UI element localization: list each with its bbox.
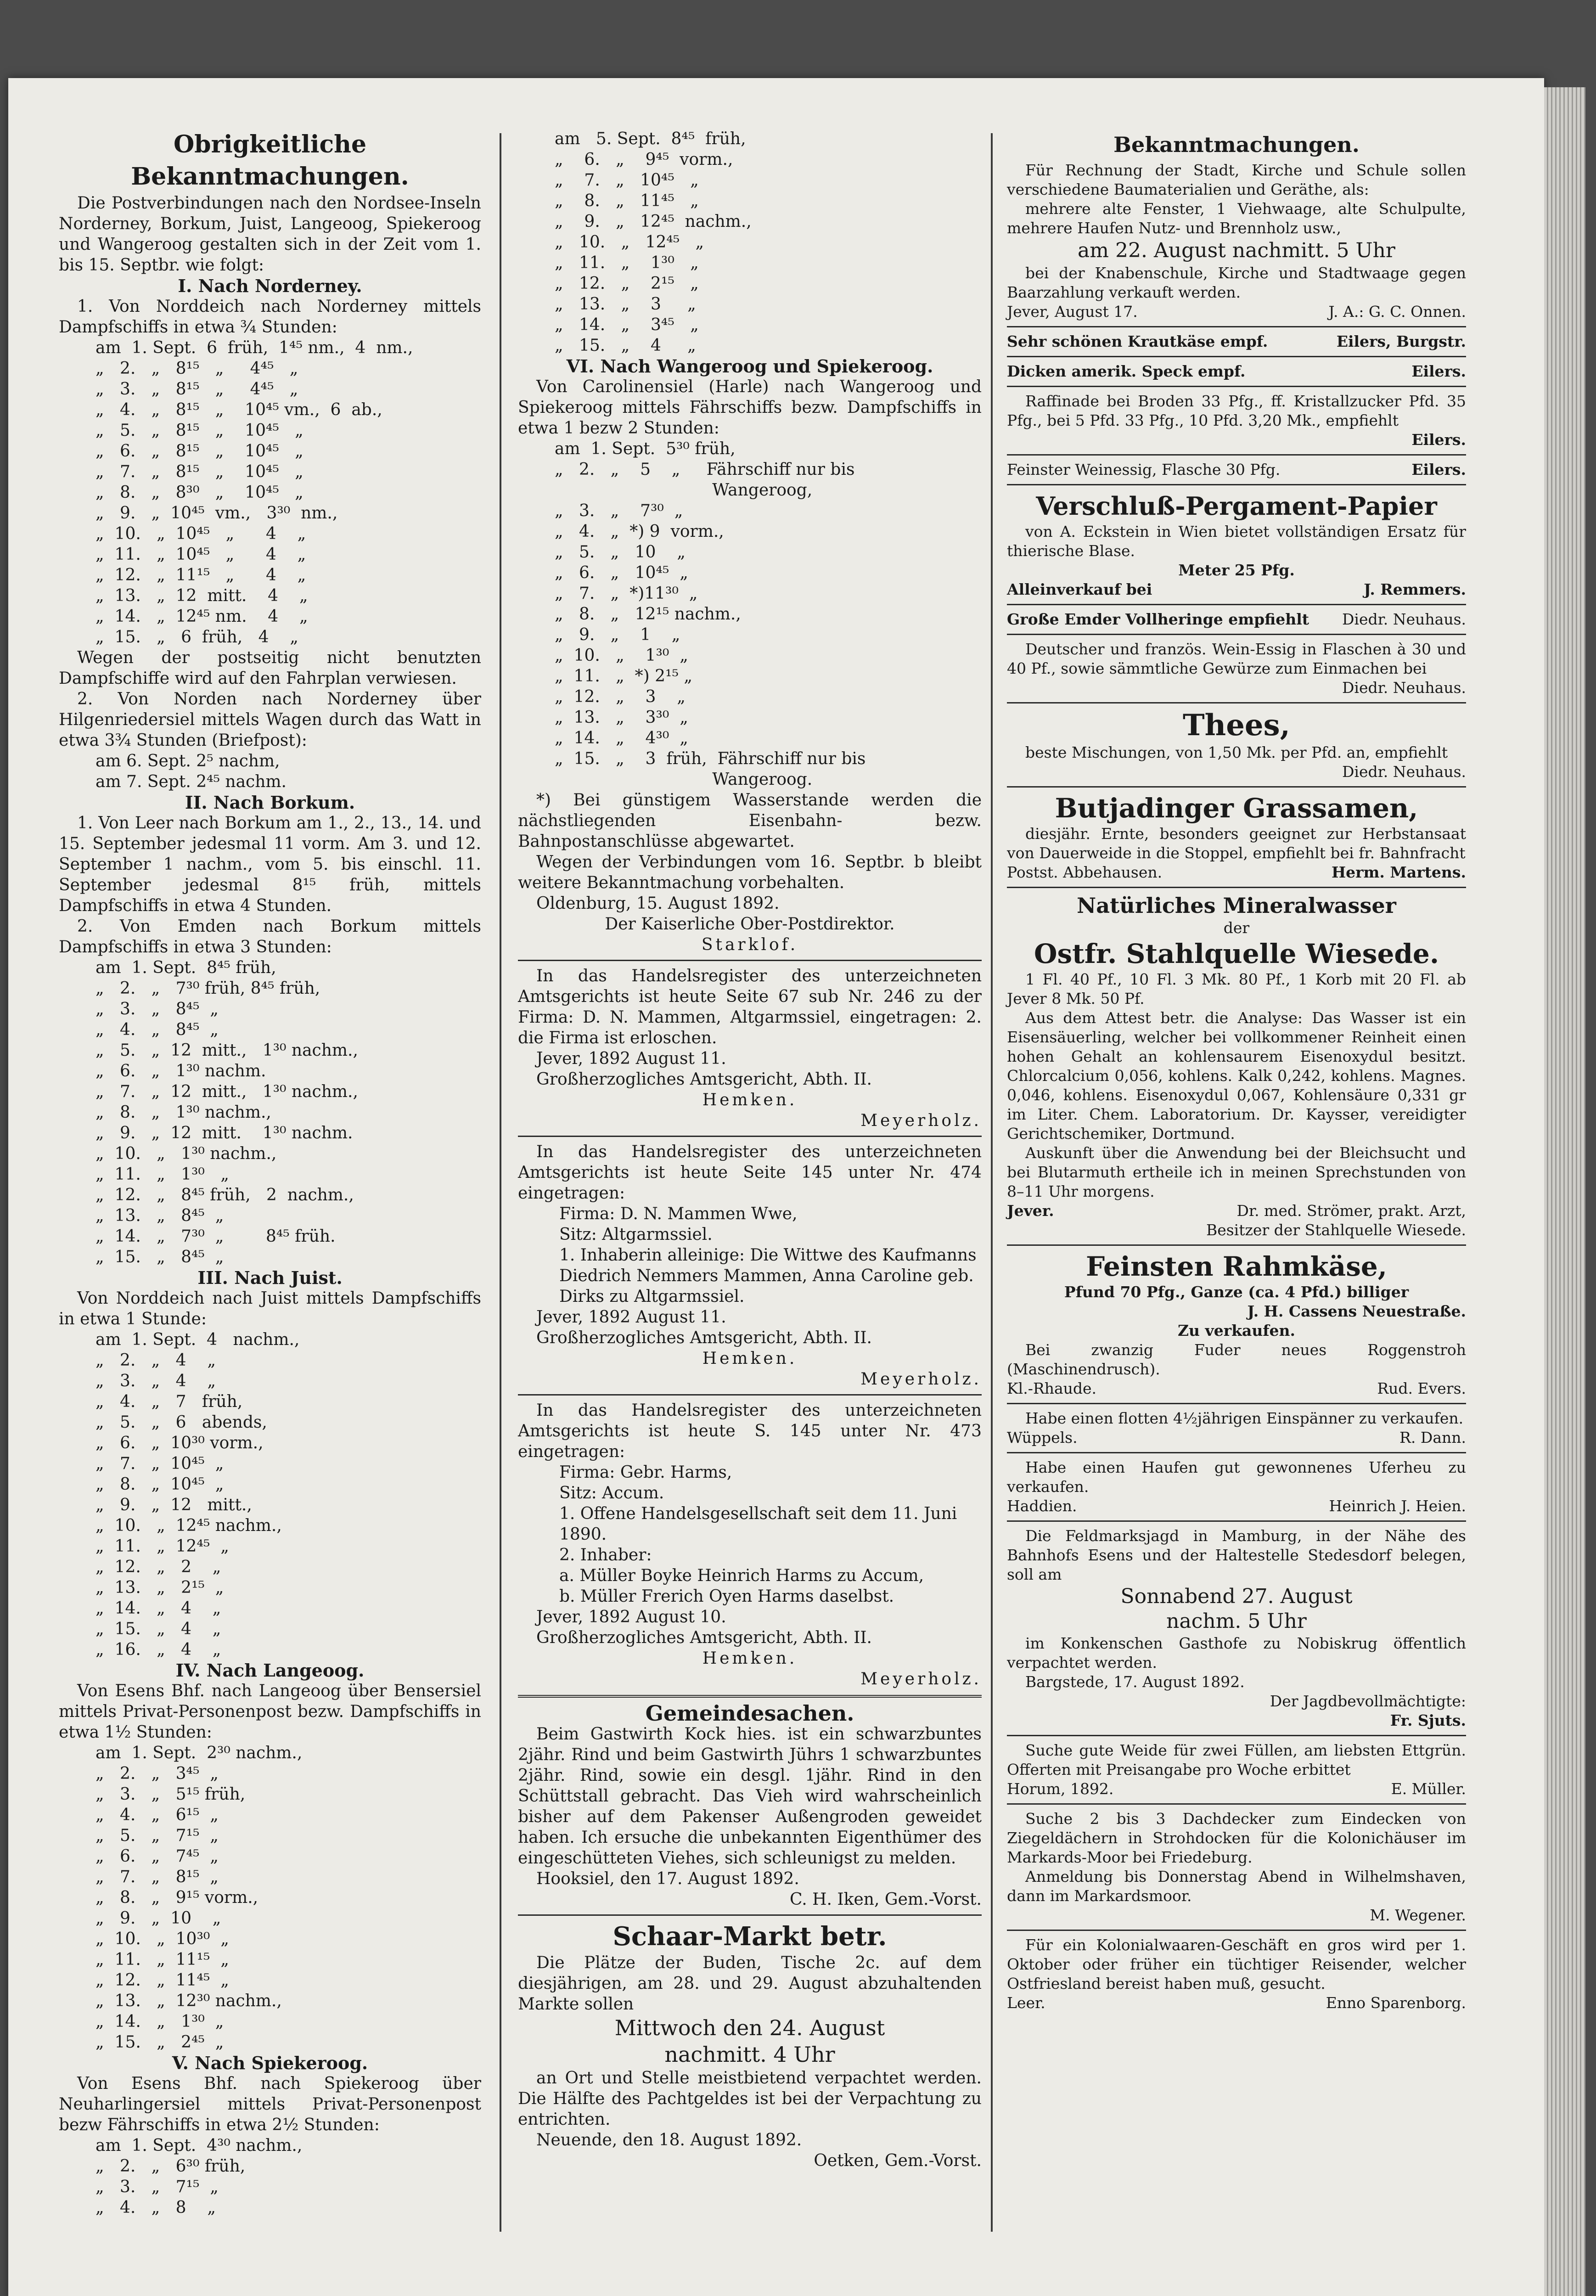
schedule-row: „ 11. „ 11¹⁵ „ (96, 1950, 229, 1969)
ad-heading: Butjadinger Grassamen, (1055, 793, 1418, 824)
divider (1007, 1735, 1466, 1736)
sig-right: R. Dann. (1399, 1429, 1466, 1446)
divider (1007, 326, 1466, 327)
ad-seller: Fr. Sjuts. (1390, 1711, 1466, 1729)
schedule-row: „ 10. „ 10⁴⁵ „ 4 „ (96, 524, 306, 543)
schedule-row: „ 15. „ 6 früh, 4 „ (96, 628, 298, 647)
register-line: a. Müller Boyke Heinrich Harms zu Accum, (559, 1566, 924, 1585)
register-line: Sitz: Accum. (559, 1484, 664, 1503)
schedule-row: „ 2. „ 8¹⁵ „ 4⁴⁵ „ (96, 359, 298, 378)
schedule-row: „ 14. „ 3⁴⁵ „ (555, 315, 699, 334)
schedule-row: „ 2. „ 6³⁰ früh, (96, 2157, 246, 2176)
heading-spiekeroog: V. Nach Spiekeroog. (172, 2053, 368, 2073)
divider (1007, 386, 1466, 387)
register-clerk: Meyerholz. (860, 1370, 982, 1389)
schedule-row: am 6. Sept. 2⁵ nachm, (96, 752, 280, 771)
divider (1007, 1930, 1466, 1931)
route-text: Von Esens Bhf. nach Spiekeroog über Neuharlingersiel mittels Privat-Personenpost bezw Fährschiffs in etwa 2½ Stunden: (59, 2074, 481, 2134)
ad-seller: Diedr. Neuhaus. (1342, 610, 1466, 628)
intro-text: Die Postverbindungen nach den Nordsee-Inseln Norderney, Borkum, Juist, Langeoog, Spiekeroog und Wangeroog gestalten sich in der Zeit vom 1. bis 15. Septbr. wie folgt: (59, 194, 481, 275)
schedule-row: „ 12. „ 11⁴⁵ „ (96, 1971, 229, 1990)
column-divider (991, 133, 993, 2232)
ad-seller: Besitzer der Stahlquelle Wiesede. (1206, 1221, 1466, 1239)
sig-left: Jever, August 17. (1007, 303, 1138, 321)
ad-signature (1007, 580, 1466, 599)
place-date: Neuende, den 18. August 1892. (536, 2131, 802, 2150)
divider (1007, 786, 1466, 788)
ad-signature (1007, 302, 1466, 321)
schedule-row: „ 7. „ 8¹⁵ „ (96, 1868, 219, 1886)
sig-right: Dr. med. Strömer, prakt. Arzt, (1236, 1202, 1466, 1220)
ad-item: Dicken amerik. Speck empf. (1007, 362, 1246, 380)
schedule-row: „ 14. „ 1³⁰ „ (96, 2012, 224, 2031)
heading-langeoog: IV. Nach Langeoog. (175, 1660, 365, 1681)
schedule-row: „ 2. „ 3⁴⁵ „ (96, 1764, 219, 1783)
schedule-row: „ 9. „ 1 „ (555, 625, 680, 644)
divider (1007, 1403, 1466, 1404)
schedule-row: „ 5. „ 8¹⁵ „ 10⁴⁵ „ (96, 421, 303, 440)
sig-left: Alleinverkauf bei (1007, 580, 1152, 598)
ad-text: Für Rechnung der Stadt, Kirche und Schule sollen verschiedene Baumaterialien und Geräthe, als: (1007, 161, 1466, 198)
schedule-row: „ 12. „ 2¹⁵ „ (555, 274, 699, 293)
ad-seller: Eilers. (1411, 461, 1466, 478)
schedule-row: „ 3. „ 4 „ (96, 1372, 216, 1390)
schedule-row: „ 13. „ 3³⁰ „ (555, 708, 688, 727)
place-date: Bargstede, 17. August 1892. (1025, 1673, 1245, 1691)
route-text: 2. Von Norden nach Norderney über Hilgenriedersiel mittels Wagen durch das Watt in etwa 3¾ Stunden (Briefpost): (59, 690, 481, 750)
schedule-row: „ 8. „ 10⁴⁵ „ (96, 1475, 224, 1494)
register-line: 1. Inhaberin alleinige: Die Wittwe des Kaufmanns Diedrich Nemmers Mammen, Anna Caroline geb. Dirks zu Altgarmssiel. (559, 1246, 977, 1306)
schedule-row: „ 15. „ 3 früh, Fährschiff nur bis (555, 749, 866, 768)
schedule-row: „ 4. „ 6¹⁵ „ (96, 1806, 219, 1824)
schedule-row: „ 12. „ 8⁴⁵ früh, 2 nachm., (96, 1186, 354, 1204)
divider (1007, 887, 1466, 888)
ad-wein-essig: Deutscher und französ. Wein-Essig in Flaschen à 30 und 40 Pf., sowie sämmtliche Gewürze zum Einmachen bei (1007, 640, 1466, 677)
schedule-row: „ 15. „ 4 „ (96, 1620, 221, 1638)
schedule-row: „ 11. „ 1³⁰ „ (96, 1165, 229, 1184)
schedule-row: „ 4. „ *) 9 vorm., (555, 522, 724, 541)
ad-text: 1 Fl. 40 Pf., 10 Fl. 3 Mk. 80 Pf., 1 Korb mit 20 Fl. ab Jever 8 Mk. 50 Pf. (1007, 970, 1466, 1007)
schedule-row: „ 15. „ 4 „ (555, 336, 696, 355)
sig-left: Wüppels. (1007, 1429, 1078, 1446)
ad-text: Suche 2 bis 3 Dachdecker zum Eindecken von Ziegeldächern in Strohdocken für die Kolonichäuser im Markards-Moor bei Friedeburg. (1007, 1810, 1466, 1866)
schedule-row: „ 11. „ *) 2¹⁵ „ (555, 667, 693, 686)
schedule-norden (59, 751, 481, 792)
ad-heringe (1007, 610, 1466, 629)
register-line: Firma: D. N. Mammen Wwe, (559, 1204, 798, 1223)
signature: C. H. Iken, Gem.-Vorst. (790, 1890, 982, 1909)
schedule-row: „ 4. „ 8⁴⁵ „ (96, 1020, 219, 1039)
register-court: Großherzogliches Amtsgericht, Abth. II. (536, 1628, 872, 1647)
schedule-row: am 1. Sept. 5³⁰ früh, (555, 439, 736, 458)
schedule-row: „ 7. „ 10⁴⁵ „ (555, 171, 699, 190)
ad-signature (1007, 1428, 1466, 1447)
register-entry: In das Handelsregister des unterzeichneten Amtsgerichts ist heute Seite 67 sub Nr. 246 zu der Firma: D. N. Mammen, Altgarmssiel, eingetragen: 2. die Firma ist erloschen. (518, 967, 982, 1047)
register-date: Jever, 1892 August 10. (536, 1608, 726, 1626)
note-text: *) Bei günstigem Wasserstande werden die nächstliegenden Eisenbahn- bezw. Bahnpostanschlüsse abgewartet. (518, 791, 982, 851)
ad-heading: Ostfr. Stahlquelle Wiesede. (1034, 938, 1439, 969)
schedule-row: „ 6. „ 7⁴⁵ „ (96, 1847, 219, 1866)
sig-left: Leer. (1007, 1994, 1045, 2012)
divider (1007, 1452, 1466, 1453)
ad-signature (1007, 1379, 1466, 1398)
register-line: Sitz: Altgarmssiel. (559, 1225, 713, 1244)
heading-borkum: II. Nach Borkum. (185, 792, 355, 813)
sig-right: Rud. Evers. (1377, 1379, 1466, 1397)
ad-seller: Diedr. Neuhaus. (1342, 679, 1466, 697)
schedule-row: „ 14. „ 4 „ (96, 1599, 221, 1618)
ad-heading: Verschluß-Pergament-Papier (1036, 491, 1437, 521)
register-line: Firma: Gebr. Harms, (559, 1463, 732, 1482)
ad-text: Anmeldung bis Donnerstag Abend in Wilhelmshaven, dann im Markardsmoor. (1007, 1868, 1466, 1905)
ad-text: Für ein Kolonialwaaren-Geschäft en gros wird per 1. Oktober oder früher ein tüchtiger Reisender, welcher Ostfriesland bereist haben muß, gesucht. (1007, 1936, 1466, 1992)
schedule-row: „ 13. „ 2¹⁵ „ (96, 1578, 224, 1597)
schedule-row: „ 9. „ 10 „ (96, 1909, 221, 1928)
divider (518, 1695, 982, 1698)
schedule-row: „ 10. „ 1³⁰ nachm., (96, 1144, 277, 1163)
schedule-row: „ 2. „ 4 „ (96, 1351, 216, 1370)
schedule-row: „ 9. „ 12 mitt. 1³⁰ nachm. (96, 1124, 353, 1142)
ad-date: Sonnabend 27. August (1120, 1585, 1353, 1608)
divider (518, 1136, 982, 1137)
schedule-row: „ 5. „ 10 „ (555, 543, 686, 562)
auction-time: nachmitt. 4 Uhr (664, 2042, 835, 2067)
schedule-row: „ 3. „ 8¹⁵ „ 4⁴⁵ „ (96, 380, 298, 399)
schedule-row: „ 10. „ 12⁴⁵ nachm., (96, 1516, 282, 1535)
schedule-row: „ 12. „ 11¹⁵ „ 4 „ (96, 566, 306, 585)
ad-signature (1007, 1201, 1466, 1221)
register-entry: In das Handelsregister des unterzeichneten Amtsgerichts ist heute S. 145 unter Nr. 473 eingetragen: (518, 1401, 982, 1461)
ad-text: Die Feldmarksjagd in Mamburg, in der Nähe des Bahnhofs Esens und der Haltestelle Stedesdorf belegen, soll am (1007, 1527, 1466, 1583)
divider (1007, 634, 1466, 635)
ad-text: von A. Eckstein in Wien bietet vollständigen Ersatz für thierische Blase. (1007, 523, 1466, 560)
ad-text: beste Mischungen, von 1,50 Mk. per Pfd. an, empfiehlt (1025, 743, 1448, 761)
sig-right: J. A.: G. C. Onnen. (1328, 303, 1466, 321)
ad-text: Auskunft über die Anwendung bei der Bleichsucht und bei Blutarmuth ertheile ich in meinen Sprechstunden von 8–11 Uhr morgens. (1007, 1144, 1466, 1200)
ad-text: Habe einen flotten 4½jährigen Einspänner zu verkaufen. (1025, 1409, 1464, 1427)
schedule-borkum (59, 957, 481, 1267)
schedule-row: „ 8. „ 12¹⁵ nachm., (555, 605, 741, 624)
schedule-row: „ 5. „ 6 abends, (96, 1413, 267, 1432)
route-text: 1. Von Norddeich nach Norderney mittels Dampfschiffs in etwa ¾ Stunden: (59, 297, 481, 337)
place-date: Hooksiel, den 17. August 1892. (536, 1869, 799, 1888)
divider (1007, 1803, 1466, 1805)
schedule-row: am 7. Sept. 2⁴⁵ nachm. (96, 772, 287, 791)
note-text: Wegen der postseitig nicht benutzten Dampfschiffe wird auf den Fahrplan verwiesen. (59, 648, 481, 688)
notice-text: Beim Gastwirth Kock hies. ist ein schwarzbuntes 2jähr. Rind und beim Gastwirth Jührs 1 schwarzbuntes 2jähr. Rind, sowie ein desgl. 1jähr. Rind in den Schüttstall gebracht. Das Vieh wird wahrscheinlich bisher auf dem Pakenser Außengroden geweidet haben. Ich ersuche die unbekannten Eigenthümer des eingeschütteten Viehes, sich schleunigst zu melden. (518, 1725, 982, 1868)
section-title: Obrigkeitliche Bekanntmachungen. (131, 130, 409, 191)
schedule-row: „ 5. „ 7¹⁵ „ (96, 1826, 219, 1845)
ad-item: Große Emder Vollheringe empfiehlt (1007, 610, 1309, 628)
schedule-row: „ 7. „ 8¹⁵ „ 10⁴⁵ „ (96, 462, 303, 481)
ad-speck (1007, 362, 1466, 381)
schedule-langeoog (59, 1743, 481, 2053)
notice-text: an Ort und Stelle meistbietend verpachtet werden. Die Hälfte des Pachtgeldes ist bei der Verpachtung zu entrichten. (518, 2069, 982, 2129)
schedule-row: „ 11. „ 10⁴⁵ „ 4 „ (96, 545, 306, 564)
ad-item: Feinster Weinessig, Flasche 30 Pfg. (1007, 461, 1281, 478)
schedule-row: am 5. Sept. 8⁴⁵ früh, (555, 129, 746, 148)
sig-right: Herm. Martens. (1331, 863, 1466, 881)
page-edges (1544, 87, 1585, 2296)
ad-seller: Diedr. Neuhaus. (1342, 763, 1466, 781)
ad-heading: Thees, (1183, 708, 1290, 743)
ad-weinessig (1007, 460, 1466, 479)
schedule-row: „ 7. „ *)11³⁰ „ (555, 584, 698, 603)
schedule-row: am 1. Sept. 8⁴⁵ früh, (96, 958, 276, 977)
ad-heading: Feinsten Rahmkäse, (1086, 1251, 1387, 1282)
schedule-row: „ 7. „ 12 mitt., 1³⁰ nachm., (96, 1082, 358, 1101)
schedule-row: „ 3. „ 5¹⁵ früh, (96, 1785, 246, 1804)
schedule-row: „ 15. „ 8⁴⁵ „ (96, 1248, 224, 1266)
schedule-row: am 1. Sept. 4³⁰ nachm., (96, 2136, 303, 2155)
ad-price: Meter 25 Pfg. (1178, 561, 1295, 579)
schedule-row: Wangeroog. (555, 770, 813, 789)
divider (518, 1914, 982, 1916)
route-text: Von Norddeich nach Juist mittels Dampfschiffs in etwa 1 Stunde: (59, 1289, 481, 1328)
schedule-row: „ 7. „ 10⁴⁵ „ (96, 1454, 224, 1473)
divider (1007, 604, 1466, 605)
ad-signature (1007, 863, 1466, 882)
sig-left: Kl.-Rhaude. (1007, 1379, 1097, 1397)
schedule-row: am 1. Sept. 4 nachm., (96, 1330, 300, 1349)
register-clerk: Meyerholz. (860, 1670, 982, 1688)
schedule-row: „ 9. „ 12 mitt., (96, 1496, 252, 1514)
sig-right: E. Müller. (1391, 1780, 1466, 1798)
schedule-row: „ 6. „ 9⁴⁵ vorm., (555, 150, 733, 169)
ad-text: Pfund 70 Pfg., Ganze (ca. 4 Pfd.) billiger (1064, 1283, 1409, 1301)
schedule-row: „ 2. „ 7³⁰ früh, 8⁴⁵ früh, (96, 979, 320, 998)
schedule-row: „ 14. „ 12⁴⁵ nm. 4 „ (96, 607, 308, 626)
schedule-spiekeroog-continued (518, 129, 982, 356)
ad-time: nachm. 5 Uhr (1166, 1609, 1307, 1633)
section-title: Bekanntmachungen. (1113, 132, 1360, 157)
column-divider (500, 133, 501, 2232)
register-line: b. Müller Frerich Oyen Harms daselbst. (559, 1587, 894, 1606)
schedule-row: „ 8. „ 11⁴⁵ „ (555, 191, 699, 210)
divider (518, 960, 982, 961)
sig-right: J. Remmers. (1364, 580, 1466, 598)
ad-text: Suche gute Weide für zwei Füllen, am liebsten Ettgrün. Offerten mit Preisangabe pro Woche erbittet (1007, 1741, 1466, 1778)
schedule-row: „ 3. „ 8⁴⁵ „ (96, 1000, 219, 1019)
divider (1007, 1244, 1466, 1246)
route-text: 2. Von Emden nach Borkum mittels Dampfschiffs in etwa 3 Stunden: (59, 917, 481, 957)
auction-date: Mittwoch den 24. August (614, 2015, 885, 2040)
signature: Starklof. (701, 935, 798, 954)
newspaper-page (8, 78, 1544, 2296)
register-line: 2. Inhaber: (559, 1546, 652, 1564)
schedule-row: „ 8. „ 9¹⁵ vorm., (96, 1888, 259, 1907)
schedule-row: „ 6. „ 10³⁰ vorm., (96, 1434, 264, 1452)
schedule-row: „ 3. „ 7¹⁵ „ (96, 2178, 219, 2196)
ad-text: Habe einen Haufen gut gewonnenes Uferheu zu verkaufen. (1007, 1458, 1466, 1496)
schedule-row: „ 3. „ 7³⁰ „ (555, 501, 683, 520)
ad-signature (1007, 1993, 1466, 2013)
schedule-row: „ 10. „ 10³⁰ „ (96, 1930, 229, 1948)
schedule-row: „ 11. „ 1³⁰ „ (555, 253, 699, 272)
register-date: Jever, 1892 August 11. (536, 1049, 726, 1068)
ad-seller: Eilers. (1411, 431, 1466, 449)
ad-date: am 22. August nachmitt. 5 Uhr (1078, 239, 1395, 262)
divider (1007, 484, 1466, 485)
register-court: Großherzogliches Amtsgericht, Abth. II. (536, 1070, 872, 1089)
ad-seller: M. Wegener. (1370, 1906, 1466, 1924)
schedule-norderney (59, 338, 481, 647)
register-judge: Hemken. (702, 1091, 798, 1109)
ad-text: bei der Knabenschule, Kirche und Stadtwaage gegen Baarzahlung verkauft werden. (1007, 264, 1466, 301)
ad-seller: Eilers. (1411, 362, 1466, 380)
heading-juist: III. Nach Juist. (197, 1267, 343, 1288)
sig-left: Jever. (1007, 1202, 1054, 1220)
schedule-row: „ 13. „ 8⁴⁵ „ (96, 1206, 224, 1225)
sig-left: Haddien. (1007, 1497, 1077, 1515)
schedule-row: „ 6. „ 10⁴⁵ „ (555, 563, 688, 582)
ad-heading: Natürliches Mineralwasser (1077, 893, 1396, 918)
ad-signature (1007, 1779, 1466, 1799)
schedule-row: „ 13. „ 12 mitt. 4 „ (96, 586, 308, 605)
schedule-row: „ 4. „ 8 „ (96, 2198, 216, 2217)
heading-wangeroog: VI. Nach Wangeroog und Spiekeroog. (566, 356, 933, 377)
register-clerk: Meyerholz. (860, 1111, 982, 1130)
schedule-spiekeroog (59, 2135, 481, 2218)
route-text: Von Carolinensiel (Harle) nach Wangeroog und Spiekeroog mittels Fährschiffs bezw. Dampfschiffs in etwa 1 bezw 2 Stunden: (518, 377, 982, 438)
ad-heading: Zu verkaufen. (1177, 1322, 1296, 1339)
ad-text: mehrere alte Fenster, 1 Viehwaage, alte Schulpulte, mehrere Haufen Nutz- und Brennholz usw., (1007, 200, 1466, 237)
register-date: Jever, 1892 August 11. (536, 1308, 726, 1327)
schedule-row: „ 6. „ 1³⁰ nachm. (96, 1062, 266, 1080)
schedule-row: „ 13. „ 3 „ (555, 295, 696, 314)
schedule-row: am 1. Sept. 2³⁰ nachm., (96, 1744, 303, 1762)
schedule-row: „ 10. „ 1³⁰ „ (555, 646, 688, 665)
place-date: Oldenburg, 15. August 1892. (536, 894, 780, 913)
register-entry: In das Handelsregister des unterzeichneten Amtsgerichts ist heute Seite 145 unter Nr. 474 eingetragen: (518, 1142, 982, 1203)
column-middle (518, 129, 982, 2171)
heading-schaar-markt: Schaar-Markt betr. (613, 1921, 887, 1952)
note-text: Wegen der Verbindungen vom 16. Septbr. b bleibt weitere Bekanntmachung vorbehalten. (518, 853, 982, 892)
ad-raffinade: Raffinade bei Broden 33 Pfg., ff. Kristallzucker Pfd. 35 Pfg., bei 5 Pfd. 33 Pfg., 10 Pfd. 3,20 Mk., empfiehlt (1007, 392, 1466, 429)
notice-text: Die Plätze der Buden, Tische 2c. auf dem diesjährigen, am 28. und 29. August abzuhaltenden Markte sollen (518, 1953, 982, 2014)
schedule-row: „ 10. „ 12⁴⁵ „ (555, 233, 704, 252)
register-judge: Hemken. (702, 1349, 798, 1368)
schedule-row: am 1. Sept. 6 früh, 1⁴⁵ nm., 4 nm., (96, 338, 413, 357)
heading-norderney: I. Nach Norderney. (178, 276, 362, 296)
sig-right: Heinrich J. Heien. (1329, 1497, 1466, 1515)
schedule-juist (59, 1329, 481, 1660)
divider (1007, 454, 1466, 456)
ad-role: Der Jagdbevollmächtigte: (1270, 1692, 1466, 1710)
sig-left: Postst. Abbehausen. (1007, 863, 1163, 881)
schedule-row: „ 11. „ 12⁴⁵ „ (96, 1537, 229, 1556)
heading-gemeindesachen: Gemeindesachen. (645, 1701, 854, 1726)
divider (1007, 702, 1466, 703)
schedule-wangeroog (518, 439, 982, 790)
schedule-row: „ 6. „ 8¹⁵ „ 10⁴⁵ „ (96, 442, 303, 461)
ad-item: Sehr schönen Krautkäse empf. (1007, 332, 1268, 350)
ad-text: im Konkenschen Gasthofe zu Nobiskrug öffentlich verpachtet werden. (1007, 1634, 1466, 1671)
schedule-row: „ 5. „ 12 mitt., 1³⁰ nachm., (96, 1041, 358, 1060)
column-official-notices (59, 129, 481, 2218)
signature: Oetken, Gem.-Vorst. (814, 2151, 982, 2170)
ad-seller: J. H. Cassens Neuestraße. (1247, 1302, 1466, 1320)
ad-seller: Eilers, Burgstr. (1336, 332, 1466, 350)
ad-signature (1007, 1497, 1466, 1516)
schedule-row: „ 12. „ 2 „ (96, 1558, 221, 1576)
ad-krautkaese (1007, 332, 1466, 351)
ad-text: der (1223, 919, 1250, 937)
route-text: 1. Von Leer nach Borkum am 1., 2., 13., 14. und 15. September jedesmal 11 vorm. Am 3. und 12. September 1 nachm., vom 5. bis einschl. 11. September jedesmal 8¹⁵ früh, mittels Dampfschiffs in etwa 4 Stunden. (59, 814, 481, 915)
register-lines (518, 1204, 982, 1307)
ad-text: Bei zwanzig Fuder neues Roggenstroh (Maschinendrusch). (1007, 1341, 1466, 1378)
divider (1007, 356, 1466, 357)
register-court: Großherzogliches Amtsgericht, Abth. II. (536, 1328, 872, 1347)
ad-text: diesjähr. Ernte, besonders geeignet zur Herbstansaat von Dauerweide in die Stoppel, empfiehlt bei fr. Bahnfracht (1007, 825, 1466, 862)
register-lines (518, 1462, 982, 1607)
schedule-row: „ 12. „ 3 „ (555, 687, 686, 706)
authority: Der Kaiserliche Ober-Postdirektor. (605, 915, 895, 934)
schedule-row: „ 4. „ 7 früh, (96, 1392, 243, 1411)
route-text: Von Esens Bhf. nach Langeoog über Bensersiel mittels Privat-Personenpost bezw. Dampfschiffs in etwa 1½ Stunden: (59, 1682, 481, 1742)
divider (1007, 1520, 1466, 1522)
schedule-row: „ 15. „ 2⁴⁵ „ (96, 2033, 224, 2052)
schedule-row: „ 9. „ 12⁴⁵ nachm., (555, 212, 752, 231)
schedule-row: „ 14. „ 4³⁰ „ (555, 729, 688, 748)
schedule-row: „ 4. „ 8¹⁵ „ 10⁴⁵ vm., 6 ab., (96, 400, 382, 419)
divider (518, 1394, 982, 1396)
schedule-row: „ 13. „ 12³⁰ nachm., (96, 1992, 282, 2010)
sig-right: Enno Sparenborg. (1326, 1994, 1466, 2012)
schedule-row: Wangeroog, (555, 481, 813, 500)
schedule-row: „ 2. „ 5 „ Fährschiff nur bis (555, 460, 855, 479)
column-advertisements (1007, 129, 1466, 2013)
ad-text: Aus dem Attest betr. die Analyse: Das Wasser ist ein Eisensäuerling, welcher bei vollkommener Reinheit einen hohen Gehalt an kohlensaurem Eisenoxydul besitzt. Chlorcalcium 0,056, kohlens. Kalk 0,242, kohlens. Magnes. 0,046, kohlens. Eisenoxydul 0,067, Kohlensäure 0,331 gr im Liter. Chem. Laboratorium. Dr. Kaysser, vereidigter Gerichtschemiker, Dortmund. (1007, 1009, 1466, 1142)
schedule-row: „ 9. „ 10⁴⁵ vm., 3³⁰ nm., (96, 504, 338, 523)
schedule-row: „ 8. „ 1³⁰ nachm., (96, 1103, 271, 1122)
register-line: 1. Offene Handelsgesellschaft seit dem 11. Juni 1890. (559, 1504, 957, 1544)
register-judge: Hemken. (702, 1649, 798, 1668)
schedule-row: „ 8. „ 8³⁰ „ 10⁴⁵ „ (96, 483, 303, 502)
schedule-row: „ 14. „ 7³⁰ „ 8⁴⁵ früh. (96, 1227, 336, 1246)
sig-left: Horum, 1892. (1007, 1780, 1114, 1798)
schedule-row: „ 16. „ 4 „ (96, 1640, 221, 1659)
